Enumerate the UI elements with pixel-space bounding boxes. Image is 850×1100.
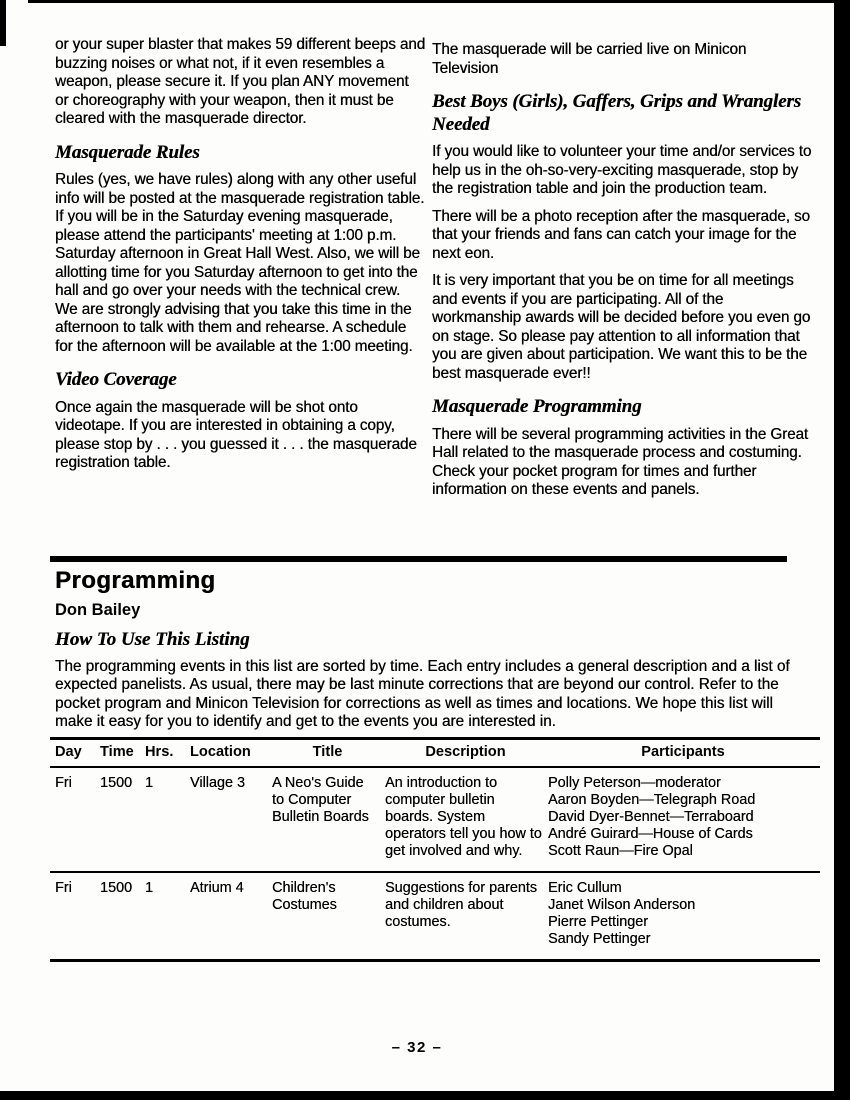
program-schedule-table [50, 737, 820, 962]
page-number: – 32 – [391, 1039, 443, 1056]
scan-bottom-edge-artifact [0, 1091, 850, 1100]
header-participants: Participants [548, 739, 820, 768]
cell-title: Children's Costumes [272, 872, 385, 961]
volunteers-paragraph: If you would like to volunteer your time and/or services to help us in the oh-so-very-exciting masquerade, stop by the registration table and join the production team. [432, 143, 812, 197]
masquerade-two-column-section [55, 36, 815, 509]
video-coverage-paragraph: Once again the masquerade will be shot onto videotape. If you are interested in obtaining a copy, please stop by . . . you guessed it . . . the masquerade registration table. [55, 398, 417, 471]
header-hrs: Hrs. [145, 739, 190, 768]
photo-reception-paragraph: There will be a photo reception after the masquerade, so that your friends and fans can catch your image for the next eon. [432, 207, 810, 262]
howto-paragraph: The programming events in this list are sorted by time. Each entry includes a general description and a list of expected panelists. As usual, there may be last minute corrections that are beyond our control. Refer to the pocket program and Minicon Television for corrections as well as times and locations. We hope this list will make it easy for you to identify and get to the events you are interested in. [55, 658, 790, 730]
section-divider-rule [50, 556, 787, 562]
participant: Aaron Boyden—Telegraph Road [548, 792, 756, 809]
cell-hrs: 1 [145, 775, 154, 792]
masquerade-programming-heading: Masquerade Programming [432, 396, 642, 417]
masquerade-programming-paragraph: There will be several programming activities in the Great Hall related to the masquerade process and costuming. Check your pocket program for times and further information on these events and panels. [432, 425, 809, 498]
video-coverage-heading: Video Coverage [55, 369, 177, 390]
scan-right-edge-artifact [834, 0, 850, 1100]
programming-section [55, 567, 817, 962]
participant: André Guirard—House of Cards [548, 826, 753, 843]
header-location: Location [190, 739, 272, 768]
howto-heading: How To Use This Listing [55, 629, 250, 650]
header-day: Day [50, 739, 100, 768]
header-time: Time [100, 739, 145, 768]
cell-location: Village 3 [190, 775, 245, 792]
header-title: Title [272, 739, 385, 768]
header-description: Description [385, 739, 548, 768]
scan-top-edge-artifact [28, 0, 850, 3]
cell-title: A Neo's Guide to Computer Bulletin Boards [272, 775, 369, 826]
cell-time: 1500 [100, 775, 133, 792]
programming-author: Don Bailey [55, 601, 141, 619]
volunteers-needed-heading: Best Boys (Girls), Gaffers, Grips and Wranglers Needed [432, 91, 802, 135]
participant: Polly Peterson—moderator [548, 775, 721, 792]
table-header-row [50, 739, 820, 768]
cell-day: Fri [50, 872, 100, 961]
left-column [55, 36, 426, 509]
participant: Pierre Pettinger [548, 914, 648, 931]
participant: Eric Cullum [548, 880, 622, 897]
masquerade-rules-paragraph: Rules (yes, we have rules) along with any other useful info will be posted at the masquerade registration table. If you will be in the Saturday evening masquerade, please attend the participants' meeting at 1:00 p.m. Saturday afternoon in Great Hall West. Also, we will be allotting time for you Saturday afternoon to get into the hall and go over your needs with the technical crew. We are strongly advising that you take this time in the afternoon to talk with them and rehearse. A schedule for the afternoon will be available at the 1:00 meeting. [55, 171, 425, 355]
right-column [432, 36, 815, 509]
cell-description: Suggestions for parents and children about costumes. [385, 872, 548, 961]
table-row [50, 767, 820, 872]
participant: Janet Wilson Anderson [548, 897, 696, 914]
cell-description: An introduction to computer bulletin boards. System operators tell you how to get involved and why. [385, 775, 542, 860]
masquerade-rules-heading: Masquerade Rules [55, 141, 200, 163]
scan-corner-mark-artifact [0, 0, 6, 46]
cell-participants [548, 767, 820, 872]
cell-time: 1500 [100, 872, 145, 961]
punctuality-paragraph: It is very important that you be on time for all meetings and events if you are participating. All of the workmanship awards will be decided before you even go on stage. So please pay attention to all information that you are given about participation. We want this to be the best masquerade ever!! [432, 272, 811, 382]
programming-title: Programming [55, 567, 216, 594]
participant: Sandy Pettinger [548, 931, 651, 948]
minicon-television-paragraph: The masquerade will be carried live on Minicon Television [432, 41, 747, 77]
cell-participants [548, 872, 820, 961]
weapons-paragraph: or your super blaster that makes 59 different beeps and buzzing noises or what not, if it even resembles a weapon, please secure it. If you plan ANY movement or choreography with your weapon, then it must be cleared with the masquerade director. [55, 36, 426, 127]
cell-hrs: 1 [145, 872, 190, 961]
cell-day: Fri [55, 775, 72, 792]
cell-location: Atrium 4 [190, 872, 272, 961]
participant: David Dyer-Bennet—Terraboard [548, 809, 754, 826]
participant: Scott Raun—Fire Opal [548, 843, 693, 860]
table-row [50, 872, 820, 961]
